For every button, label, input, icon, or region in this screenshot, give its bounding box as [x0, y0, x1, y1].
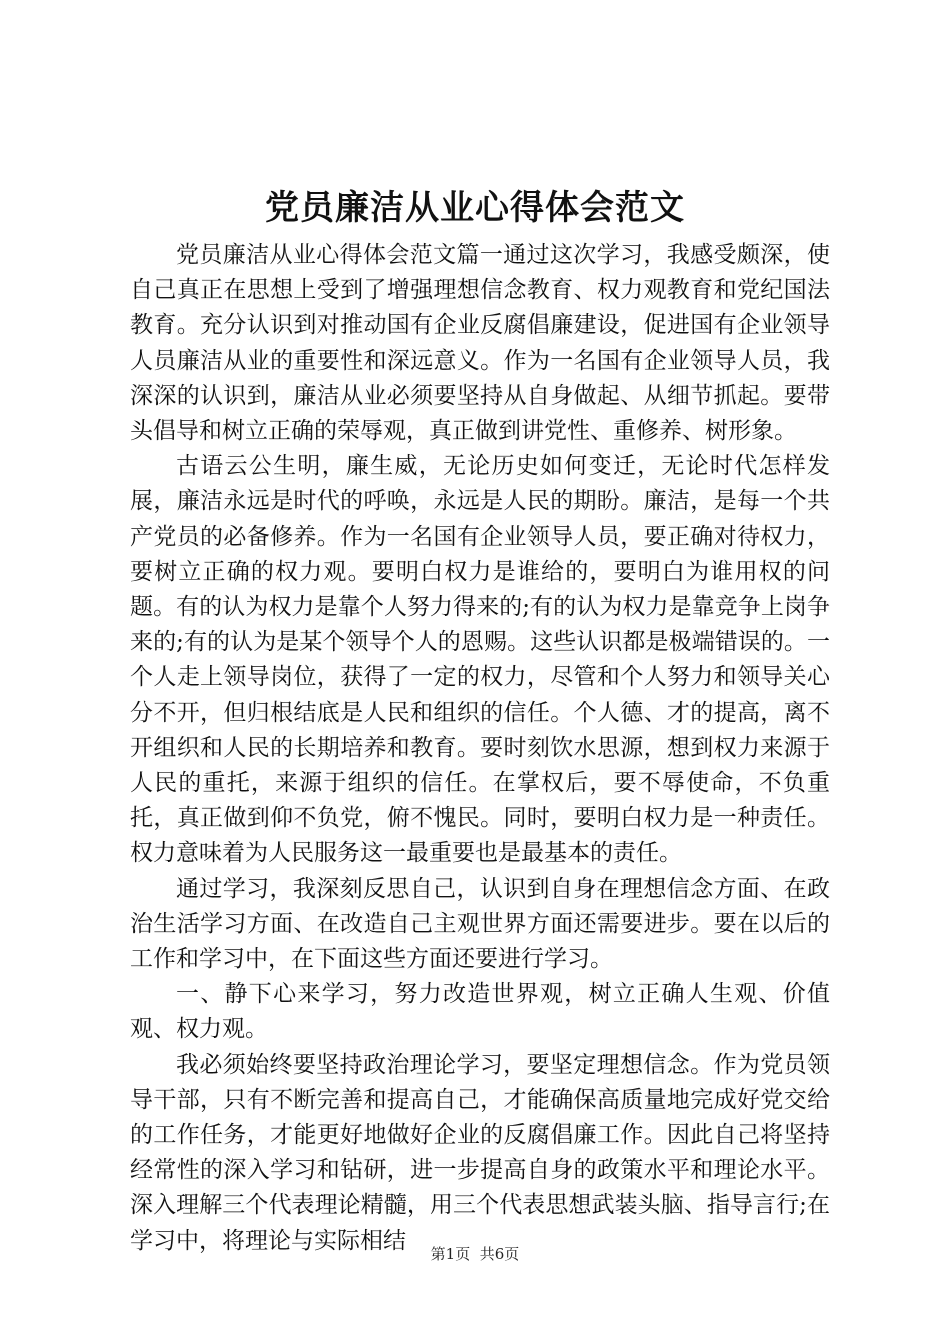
document-title: 党员廉洁从业心得体会范文 [265, 188, 685, 228]
paragraph-2: 古语云公生明，廉生威，无论历史如何变迁，无论时代怎样发展，廉洁永远是时代的呼唤，永远是人民的期盼。廉洁，是每一个共产党员的必备修养。作为一名国有企业领导人员，要正确对待权力，要树立正确的权力观。要明白权力是谁给的，要明白为谁用权的问题。有的认为权力是靠个人努力得来的;有的认为权力是靠竞争上岗争来的;有的认为是某个领导个人的恩赐。这些认识都是极端错误的。一个人走上领导岗位，获得了一定的权力，尽管和个人努力和领导关心分不开，但归根结底是人民和组织的信任。个人德、才的提高，离不开组织和人民的长期培养和教育。要时刻饮水思源，想到权力来源于人民的重托，来源于组织的信任。在掌权后，要不辱使命，不负重托，真正做到仰不负党，俯不愧民。同时，要明白权力是一种责任。权力意味着为人民服务这一最重要也是最基本的责任。 [130, 453, 830, 867]
paragraph-5: 我必须始终要坚持政治理论学习，要坚定理想信念。作为党员领导干部，只有不断完善和提高自己，才能确保高质量地完成好党交给的工作任务，才能更好地做好企业的反腐倡廉工作。因此自己将坚持经常性的深入学习和钻研，进一步提高自身的政策水平和理论水平。深入理解三个代表理论精髓，用三个代表思想武装头脑、指导言行;在学习中，将理论与实际相结 [130, 1051, 830, 1254]
page-total: 共6页 [479, 1245, 520, 1263]
page-number: 第1页 [430, 1245, 471, 1263]
paragraph-3: 通过学习，我深刻反思自己，认识到自身在理想信念方面、在政治生活学习方面、在改造自己主观世界方面还需要进步。要在以后的工作和学习中，在下面这些方面还要进行学习。 [130, 875, 830, 973]
paragraph-4: 一、静下心来学习，努力改造世界观，树立正确人生观、价值观、权力观。 [130, 981, 830, 1043]
paragraph-1: 党员廉洁从业心得体会范文篇一通过这次学习，我感受颇深，使自己真正在思想上受到了增强理想信念教育、权力观教育和党纪国法教育。充分认识到对推动国有企业反腐倡廉建设，促进国有企业领导人员廉洁从业的重要性和深远意义。作为一名国有企业领导人员，我深深的认识到，廉洁从业必须要坚持从自身做起、从细节抓起。要带头倡导和树立正确的荣辱观，真正做到讲党性、重修养、树形象。 [130, 242, 830, 445]
document-body [130, 238, 830, 1259]
page-footer [0, 1242, 950, 1266]
